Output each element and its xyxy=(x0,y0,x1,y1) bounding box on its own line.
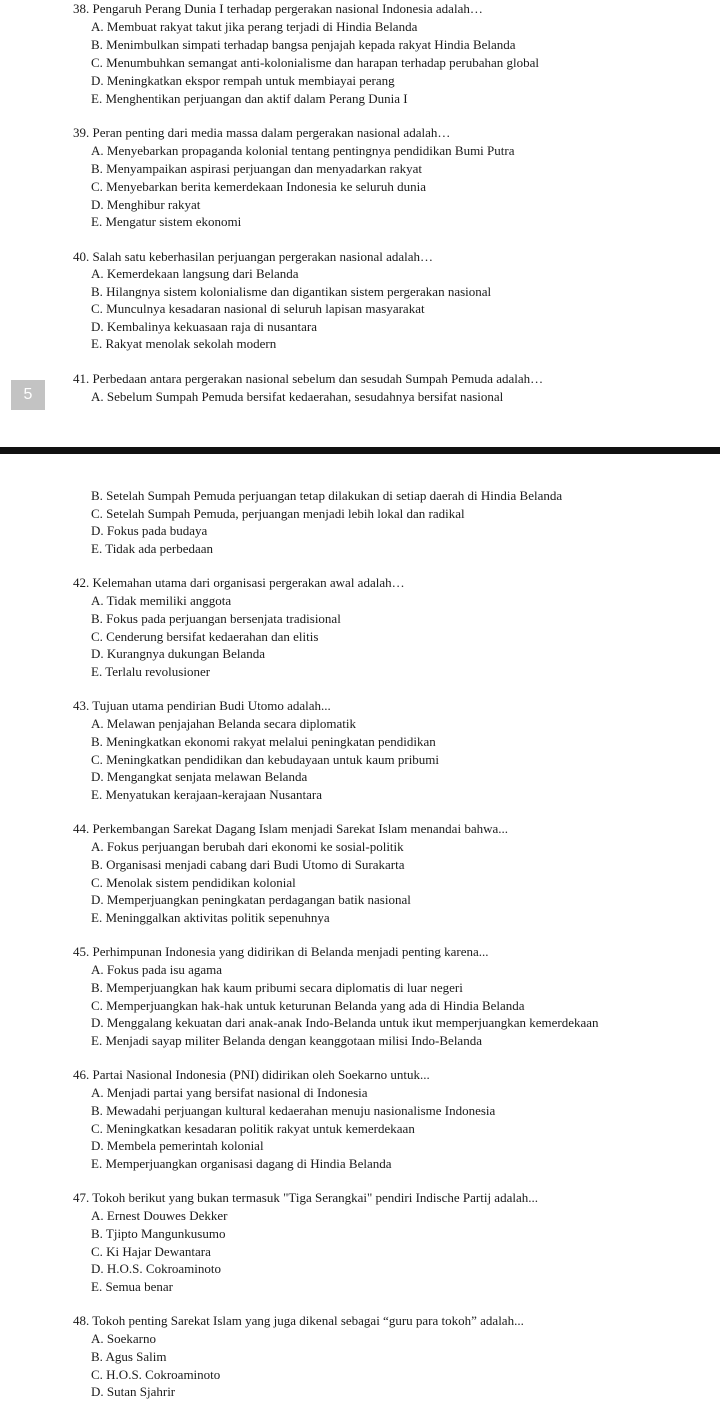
option-e[interactable]: E. Menghentikan perjuangan dan aktif dalam Perang Dunia I xyxy=(91,91,408,106)
option-c[interactable]: C. Menumbuhkan semangat anti-kolonialisme dan harapan terhadap perubahan global xyxy=(91,55,539,70)
option-e[interactable]: E. Mengatur sistem ekonomi xyxy=(91,214,242,229)
option-d[interactable]: D. Mengangkat senjata melawan Belanda xyxy=(91,769,308,784)
option-e[interactable]: E. Menjadi sayap militer Belanda dengan keanggotaan milisi Indo-Belanda xyxy=(91,1033,482,1048)
option-d[interactable]: D. Meningkatkan ekspor rempah untuk membiayai perang xyxy=(91,73,395,88)
option-d[interactable]: D. Menggalang kekuatan dari anak-anak Indo-Belanda untuk ikut memperjuangkan kemerdekaan xyxy=(91,1015,599,1030)
question-text: 45. Perhimpunan Indonesia yang didirikan di Belanda menjadi penting karena... xyxy=(73,944,489,959)
option-e[interactable]: E. Memperjuangkan organisasi dagang di Hindia Belanda xyxy=(91,1156,392,1171)
option-b[interactable]: B. Mewadahi perjuangan kultural kedaerahan menuju nasionalisme Indonesia xyxy=(91,1103,496,1118)
option-c[interactable]: C. Munculnya kesadaran nasional di seluruh lapisan masyarakat xyxy=(91,301,425,316)
question-text: 43. Tujuan utama pendirian Budi Utomo adalah... xyxy=(73,698,331,713)
option-d[interactable]: D. Sutan Sjahrir xyxy=(91,1384,176,1399)
option-e[interactable]: E. Terlalu revolusioner xyxy=(91,664,211,679)
option-c[interactable]: C. Menyebarkan berita kemerdekaan Indonesia ke seluruh dunia xyxy=(91,179,426,194)
question-text: 46. Partai Nasional Indonesia (PNI) didirikan oleh Soekarno untuk... xyxy=(73,1067,430,1082)
option-b[interactable]: B. Memperjuangkan hak kaum pribumi secara diplomatis di luar negeri xyxy=(91,980,463,995)
option-a[interactable]: A. Soekarno xyxy=(91,1331,156,1346)
question-text: 42. Kelemahan utama dari organisasi pergerakan awal adalah… xyxy=(73,575,405,590)
option-d[interactable]: D. Kembalinya kekuasaan raja di nusantara xyxy=(91,319,317,334)
option-a[interactable]: A. Tidak memiliki anggota xyxy=(91,593,232,608)
option-d[interactable]: D. Menghibur rakyat xyxy=(91,197,201,212)
option-c[interactable]: C. Meningkatkan pendidikan dan kebudayaan untuk kaum pribumi xyxy=(91,752,440,767)
question-text: 40. Salah satu keberhasilan perjuangan pergerakan nasional adalah… xyxy=(73,249,434,264)
option-c[interactable]: C. Menolak sistem pendidikan kolonial xyxy=(91,875,296,890)
option-a[interactable]: A. Fokus pada isu agama xyxy=(91,962,223,977)
option-d[interactable]: D. Membela pemerintah kolonial xyxy=(91,1138,264,1153)
question-text: 48. Tokoh penting Sarekat Islam yang juga dikenal sebagai “guru para tokoh” adalah... xyxy=(73,1313,524,1328)
option-c[interactable]: C. Meningkatkan kesadaran politik rakyat untuk kemerdekaan xyxy=(91,1121,415,1136)
option-b[interactable]: B. Hilangnya sistem kolonialisme dan digantikan sistem pergerakan nasional xyxy=(91,284,492,299)
option-b[interactable]: B. Setelah Sumpah Pemuda perjuangan tetap dilakukan di setiap daerah di Hindia Belanda xyxy=(91,488,563,503)
option-b[interactable]: B. Fokus pada perjuangan bersenjata tradisional xyxy=(91,611,341,626)
option-b[interactable]: B. Menyampaikan aspirasi perjuangan dan menyadarkan rakyat xyxy=(91,161,423,176)
option-e[interactable]: E. Rakyat menolak sekolah modern xyxy=(91,336,277,351)
question-text: 44. Perkembangan Sarekat Dagang Islam menjadi Sarekat Islam menandai bahwa... xyxy=(73,821,508,836)
option-a[interactable]: A. Melawan penjajahan Belanda secara diplomatik xyxy=(91,716,356,731)
option-b[interactable]: B. Menimbulkan simpati terhadap bangsa penjajah kepada rakyat Hindia Belanda xyxy=(91,37,516,52)
option-b[interactable]: B. Tjipto Mangunkusumo xyxy=(91,1226,226,1241)
option-b[interactable]: B. Meningkatkan ekonomi rakyat melalui peningkatan pendidikan xyxy=(91,734,436,749)
option-a[interactable]: A. Membuat rakyat takut jika perang terjadi di Hindia Belanda xyxy=(91,19,418,34)
option-a[interactable]: A. Menjadi partai yang bersifat nasional di Indonesia xyxy=(91,1085,368,1100)
question-text: 39. Peran penting dari media massa dalam pergerakan nasional adalah… xyxy=(73,125,451,140)
option-c[interactable]: C. H.O.S. Cokroaminoto xyxy=(91,1367,221,1382)
option-a[interactable]: A. Ernest Douwes Dekker xyxy=(91,1208,228,1223)
option-b[interactable]: B. Organisasi menjadi cabang dari Budi Utomo di Surakarta xyxy=(91,857,405,872)
page-number-badge: 5 xyxy=(11,380,45,410)
option-d[interactable]: D. H.O.S. Cokroaminoto xyxy=(91,1261,221,1276)
option-c[interactable]: C. Setelah Sumpah Pemuda, perjuangan menjadi lebih lokal dan radikal xyxy=(91,506,465,521)
question-text: 47. Tokoh berikut yang bukan termasuk "Tiga Serangkai" pendiri Indische Partij adalah... xyxy=(73,1190,538,1205)
option-c[interactable]: C. Memperjuangkan hak-hak untuk keturunan Belanda yang ada di Hindia Belanda xyxy=(91,998,525,1013)
option-e[interactable]: E. Tidak ada perbedaan xyxy=(91,541,214,556)
question-text: 38. Pengaruh Perang Dunia I terhadap pergerakan nasional Indonesia adalah… xyxy=(73,1,483,16)
question-text: 41. Perbedaan antara pergerakan nasional sebelum dan sesudah Sumpah Pemuda adalah… xyxy=(73,371,544,386)
option-e[interactable]: E. Semua benar xyxy=(91,1279,173,1294)
option-a[interactable]: A. Fokus perjuangan berubah dari ekonomi ke sosial-politik xyxy=(91,839,404,854)
option-e[interactable]: E. Menyatukan kerajaan-kerajaan Nusantara xyxy=(91,787,322,802)
option-a[interactable]: A. Sebelum Sumpah Pemuda bersifat kedaerahan, sesudahnya bersifat nasional xyxy=(91,389,504,404)
option-b[interactable]: B. Agus Salim xyxy=(91,1349,167,1364)
option-c[interactable]: C. Ki Hajar Dewantara xyxy=(91,1244,211,1259)
option-d[interactable]: D. Kurangnya dukungan Belanda xyxy=(91,646,266,661)
option-e[interactable]: E. Meninggalkan aktivitas politik sepenuhnya xyxy=(91,910,330,925)
option-d[interactable]: D. Fokus pada budaya xyxy=(91,523,208,538)
option-a[interactable]: A. Kemerdekaan langsung dari Belanda xyxy=(91,266,299,281)
option-c[interactable]: C. Cenderung bersifat kedaerahan dan elitis xyxy=(91,629,319,644)
option-d[interactable]: D. Memperjuangkan peningkatan perdagangan batik nasional xyxy=(91,892,411,907)
option-a[interactable]: A. Menyebarkan propaganda kolonial tentang pentingnya pendidikan Bumi Putra xyxy=(91,143,515,158)
